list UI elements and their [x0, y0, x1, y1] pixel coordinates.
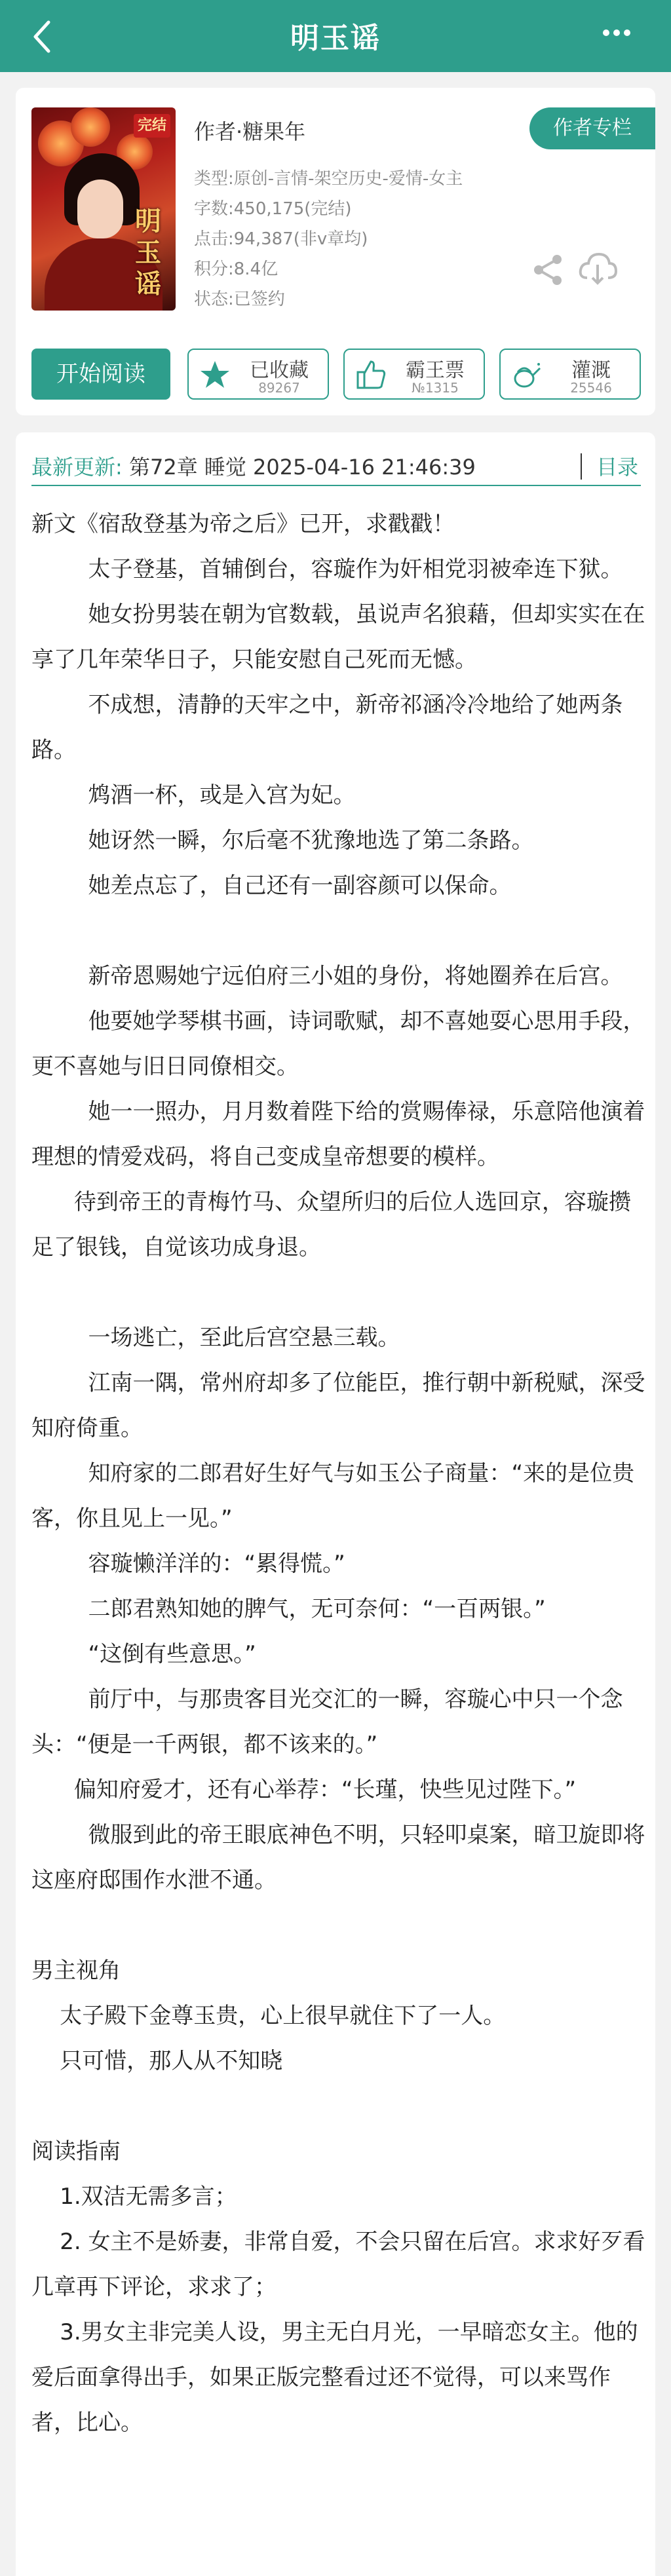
synopsis-paragraph: 男主视角 — [31, 1958, 121, 1984]
collect-button[interactable] — [187, 349, 329, 400]
top-bar — [0, 0, 671, 72]
book-words: 字数:450,175(完结) — [194, 199, 352, 219]
book-cover[interactable] — [31, 107, 176, 311]
synopsis-paragraph: 只可惜，那人从不知晓 — [31, 2048, 283, 2074]
divider — [581, 453, 582, 480]
book-points: 积分:8.4亿 — [194, 259, 278, 279]
synopsis-paragraph: 偏知府爱才，还有心举荐：“长瑾，快些见过陛下。” — [31, 1777, 577, 1803]
synopsis-paragraph: 二郎君熟知她的脾气，无可奈何：“一百两银。” — [31, 1596, 546, 1622]
synopsis-text — [31, 502, 650, 2446]
synopsis-paragraph: 新帝恩赐她宁远伯府三小姐的身份，将她圈养在后宫。 — [31, 963, 623, 989]
synopsis-paragraph: “这倒有些意思。” — [31, 1641, 256, 1667]
synopsis-paragraph: 太子登基，首辅倒台，容璇作为奸相党羽被牵连下狱。 — [31, 556, 623, 582]
collect-count: 89267 — [258, 380, 300, 396]
synopsis-paragraph: 待到帝王的青梅竹马、众望所归的后位人选回京，容璇攒足了银钱，自觉该功成身退。 — [31, 1189, 631, 1260]
book-status: 状态:已签约 — [194, 290, 285, 309]
water-button[interactable] — [499, 349, 641, 400]
cover-title: 明玉谣 — [135, 206, 161, 299]
synopsis-paragraph: 2. 女主不是娇妻，非常自爱，不会只留在后宫。求求好歹看几章再下评论，求求了； — [31, 2229, 645, 2300]
latest-chapter[interactable]: 第72章 睡觉 2025-04-16 21:46:39 — [128, 455, 476, 480]
ticket-label: 霸王票 — [406, 359, 465, 382]
more-icon[interactable] — [603, 26, 642, 46]
blank-line — [31, 2084, 650, 2129]
download-icon[interactable] — [577, 248, 619, 290]
synopsis-paragraph: 3.男女主非完美人设，男主无白月光，一早暗恋女主。他的爱后面拿得出手，如果正版完整看过还不觉得，可以来骂作者，比心。 — [31, 2319, 638, 2436]
synopsis-paragraph: 她一一照办，月月数着陛下给的赏赐俸禄，乐意陪他演着理想的情爱戏码，将自己变成皇帝想要的模样。 — [31, 1099, 645, 1170]
book-info-card — [16, 88, 655, 415]
synopsis-paragraph: 她女扮男装在朝为官数载，虽说声名狼藉，但却实实在在享了几年荣华日子，只能安慰自己死而无憾。 — [31, 601, 645, 673]
synopsis-paragraph: 1.双洁无需多言； — [31, 2184, 237, 2210]
synopsis-paragraph: 她讶然一瞬，尔后毫不犹豫地选了第二条路。 — [31, 827, 534, 854]
toc-link[interactable]: 目录 — [596, 455, 638, 480]
blank-line — [31, 1270, 650, 1316]
author-column-button[interactable]: 作者专栏 — [529, 107, 655, 149]
synopsis-paragraph: 容璇懒洋洋的：“累得慌。” — [31, 1551, 345, 1577]
page-title: 明玉谣 — [290, 22, 381, 55]
cover-seal: 完结 — [134, 114, 170, 138]
synopsis-paragraph: 新文《宿敌登基为帝之后》已开，求戳戳！ — [31, 511, 455, 537]
synopsis-paragraph: 他要她学琴棋书画，诗词歌赋，却不喜她耍心思用手段，更不喜她与旧日同僚相交。 — [31, 1008, 645, 1080]
share-icon[interactable] — [529, 252, 566, 288]
synopsis-paragraph: 微服到此的帝王眼底神色不明，只轻叩桌案，暗卫旋即将这座府邸围作水泄不通。 — [31, 1822, 645, 1893]
synopsis-paragraph: 不成想，清静的天牢之中，新帝祁涵冷冷地给了她两条路。 — [31, 692, 623, 763]
synopsis-card — [16, 432, 655, 2576]
ticket-button[interactable] — [343, 349, 485, 400]
watering-can-icon — [511, 359, 543, 390]
blank-line — [31, 1903, 650, 1948]
synopsis-paragraph: 鸩酒一杯，或是入宫为妃。 — [31, 782, 356, 808]
thumbs-up-icon — [355, 359, 387, 390]
synopsis-paragraph: 太子殿下金尊玉贵，心上很早就住下了一人。 — [31, 2003, 506, 2029]
synopsis-paragraph: 她差点忘了，自己还有一副容颜可以保命。 — [31, 873, 512, 899]
book-type: 类型:原创-言情-架空历史-爱情-女主 — [194, 169, 463, 189]
author-name[interactable]: 作者·糖果年 — [194, 119, 306, 144]
water-label: 灌溉 — [571, 359, 611, 382]
synopsis-paragraph: 知府家的二郎君好生好气与如玉公子商量：“来的是位贵客，你且见上一见。” — [31, 1460, 635, 1532]
latest-update-tag: 最新更新: — [31, 455, 123, 480]
latest-update-bar[interactable] — [31, 451, 641, 486]
star-icon — [199, 359, 231, 390]
synopsis-paragraph: 前厅中，与那贵客目光交汇的一瞬，容璇心中只一个念头：“便是一千两银，都不该来的。” — [31, 1686, 623, 1758]
blank-line — [31, 909, 650, 954]
collect-label: 已收藏 — [250, 359, 309, 382]
synopsis-paragraph: 江南一隅，常州府却多了位能臣，推行朝中新税赋，深受知府倚重。 — [31, 1370, 645, 1441]
synopsis-paragraph: 阅读指南 — [31, 2138, 121, 2165]
book-clicks: 点击:94,387(非v章均) — [194, 229, 368, 249]
synopsis-paragraph: 一场逃亡，至此后宫空悬三载。 — [31, 1325, 400, 1351]
water-count: 25546 — [570, 380, 612, 396]
start-reading-button[interactable]: 开始阅读 — [31, 349, 170, 400]
ticket-count: №1315 — [412, 380, 459, 396]
